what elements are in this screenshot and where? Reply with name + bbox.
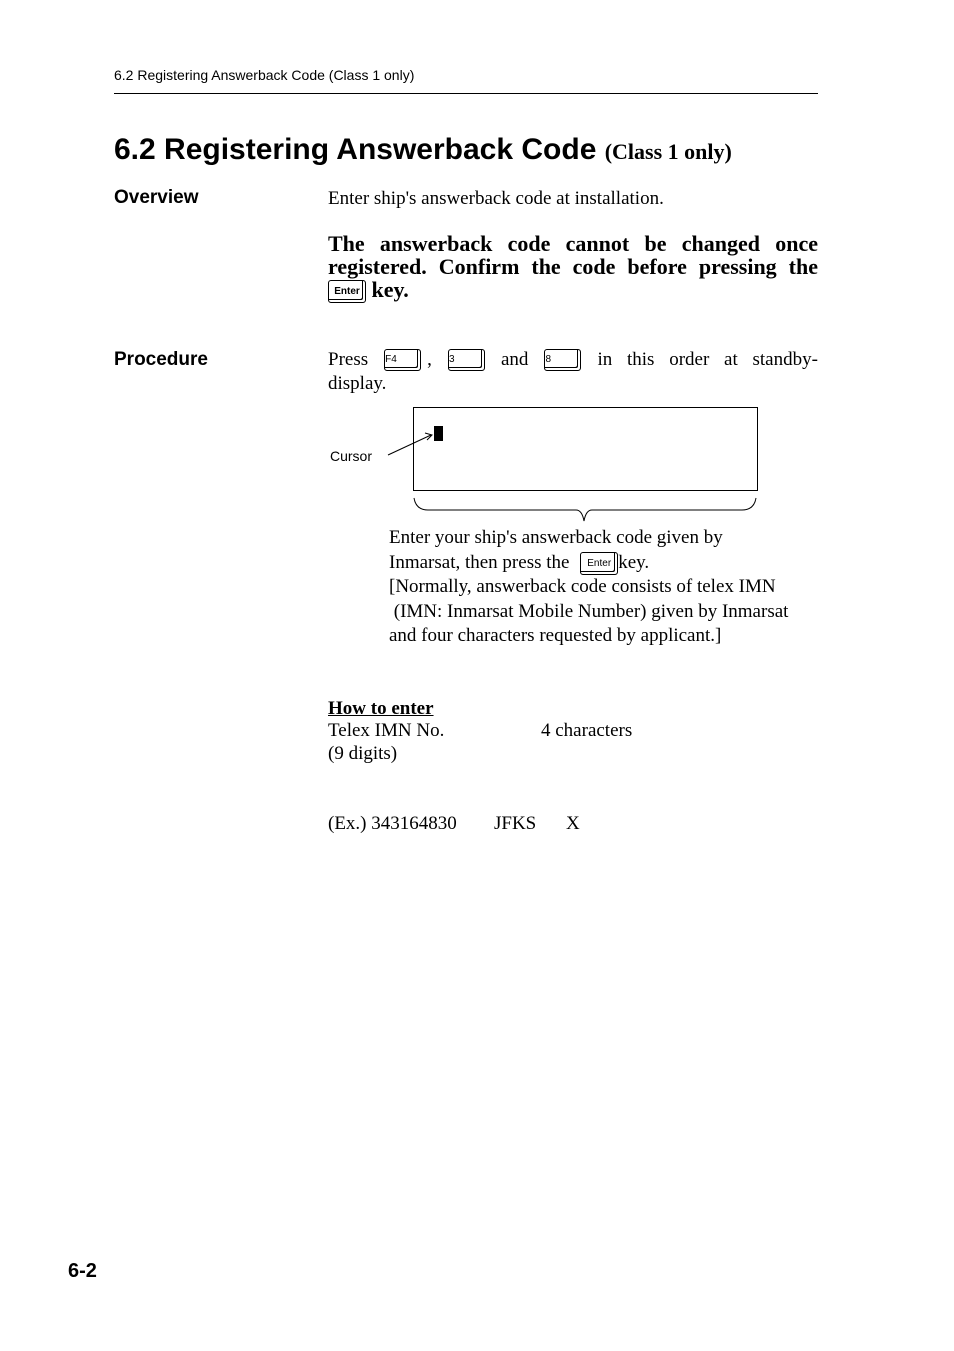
explain-line-1: Enter your ship's answerback code given by: [389, 527, 723, 548]
callout-lines: [380, 420, 780, 530]
brace-icon: [414, 498, 756, 521]
explain-line-2: [389, 551, 829, 576]
procedure-line2: display.: [328, 373, 387, 394]
overview-text: Enter ship's answerback code at installation.: [328, 188, 664, 209]
how-to-enter-heading: How to enter: [328, 698, 434, 719]
warning-note: [328, 232, 818, 303]
key-3-icon: 3: [448, 349, 485, 371]
enter-key-icon: Enter: [580, 552, 618, 575]
f4-key-icon: F4: [384, 349, 421, 371]
example-chars: JFKS: [494, 813, 537, 834]
example-end: X: [566, 813, 580, 834]
warning-text: The answerback code cannot be changed once registered. Confirm the code before pressing the: [328, 231, 818, 279]
cursor-label: Cursor: [330, 448, 373, 464]
comma: ,: [427, 349, 432, 370]
page-number: 6-2: [68, 1260, 97, 1282]
telex-imn-label: Telex IMN No.: [328, 720, 445, 741]
explain-line-2-suffix: key.: [618, 551, 650, 573]
four-characters-label: 4 characters: [541, 720, 633, 741]
overview-label: Overview: [114, 187, 199, 208]
section-title: [114, 133, 732, 167]
header-rule: [114, 93, 818, 94]
running-header: 6.2 Registering Answerback Code (Class 1 only): [114, 67, 415, 83]
procedure-line1-end: in this order at standby-: [597, 349, 818, 370]
key-8-icon: 8: [544, 349, 581, 371]
warning-key-suffix: key.: [371, 277, 409, 302]
enter-key-icon: Enter: [328, 280, 366, 303]
explain-line-3: [Normally, answerback code consists of telex IMN: [389, 576, 776, 597]
example-imn: (Ex.) 343164830: [328, 813, 457, 834]
explain-line-4: (IMN: Inmarsat Mobile Number) given by Inmarsat: [389, 600, 789, 622]
cursor-leader-line: [388, 435, 431, 455]
nine-digits-label: (9 digits): [328, 743, 398, 764]
procedure-text: [328, 348, 818, 396]
section-title-main: 6.2 Registering Answerback Code: [114, 133, 597, 166]
explain-line-5: and four characters requested by applicant.]: [389, 625, 722, 646]
procedure-label: Procedure: [114, 349, 208, 370]
section-title-sub: (Class 1 only): [604, 139, 732, 164]
explain-line-2-text: Inmarsat, then press the: [389, 551, 570, 573]
and-word: and: [500, 349, 529, 370]
press-word: Press: [328, 349, 369, 370]
explanation-text: [389, 526, 829, 649]
